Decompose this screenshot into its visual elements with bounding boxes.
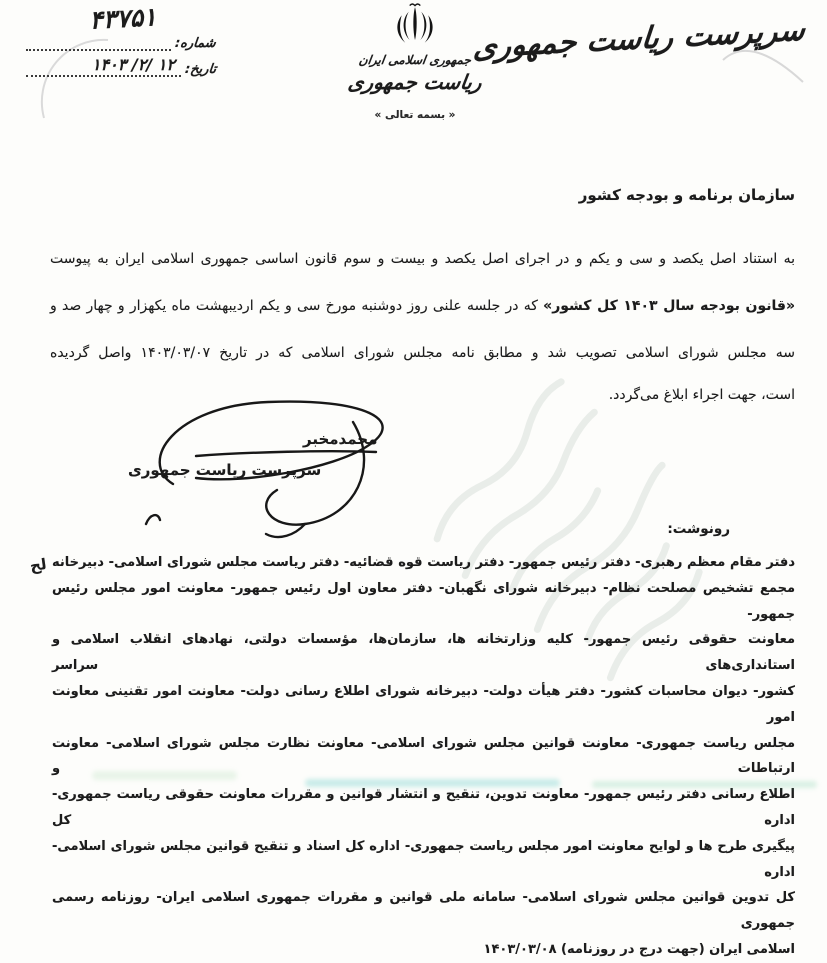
body-text: معاونت حقوقی رئیس جمهور- کلیه وزارتخانه ها، سازمان‌ها، مؤسسات دولتی، نهادهای انقلاب اسلامی و استانداری‌های سراسر xyxy=(52,632,795,674)
body-text: اطلاع رسانی دفتر رئیس جمهور- معاونت تدوین، تنقیح و انتشار قوانین و مقررات معاونت حقوقی ریاست جمهوری- اداره کل xyxy=(52,787,795,828)
body-text: مجمع تشخیص مصلحت نظام- دبیرخانه شورای نگهبان- دفتر معاون اول رئیس جمهور- معاونت امور مجلس رئیس جمهور- xyxy=(52,580,795,622)
org-name-line1: جمهوری اسلامی ایران xyxy=(357,53,473,67)
letter-number-leader-line xyxy=(26,35,171,51)
letter-number-value: ۴۳۷۵۱ xyxy=(88,2,158,35)
letter-date-leader-line xyxy=(26,55,181,77)
emphasized-text: «قانون بودجه سال ۱۴۰۳ کل کشور» xyxy=(543,298,795,314)
body-text: است، جهت اجراء ابلاغ می‌گردد. xyxy=(608,387,795,403)
body-text: سه مجلس شورای اسلامی تصویب شد و مطابق نامه مجلس شورای اسلامی که در تاریخ ۱۴۰۳/۰۳/۰۷ واصل گردیده xyxy=(50,345,796,361)
letter-date-label: تاریخ: xyxy=(184,62,217,77)
besmellah-text: « بسمه تعالی » xyxy=(374,109,456,121)
body-text: دفتر مقام معظم رهبری- دفتر رئیس جمهور- دفتر ریاست قوه قضائیه- دفتر ریاست مجلس شورای اسلامی- دبیرخانه xyxy=(52,555,795,570)
signatory-title: سرپرست ریاست جمهوری xyxy=(128,461,322,479)
body-text: که در جلسه علنی روز دوشنبه مورخ سی و یکم اردیبهشت ماه یکهزار و چهار صد و xyxy=(50,298,544,314)
text-line xyxy=(50,283,795,330)
scan-highlight-smudge xyxy=(92,771,237,780)
body-text: اسلامی ایران (جهت درج در روزنامه) ۱۴۰۳/۰۳/۰۸ xyxy=(483,941,795,957)
body-text: مجلس ریاست جمهوری- معاونت قوانین مجلس شورای اسلامی- معاونت نظارت مجلس شورای اسلامی- معاونت ارتباطات و xyxy=(52,735,795,777)
text-line xyxy=(52,782,795,834)
signatory-name: محمدمخبر xyxy=(303,430,378,448)
copies-label: رونوشت: xyxy=(667,521,730,537)
text-line xyxy=(52,885,795,937)
text-line xyxy=(52,834,795,886)
org-name-line2: ریاست جمهوری xyxy=(346,70,484,94)
text-line xyxy=(52,550,795,576)
text-line xyxy=(52,937,795,963)
letter-date-row xyxy=(26,55,217,77)
letter-number-label: شماره: xyxy=(174,36,217,51)
margin-annotation-mark: لح xyxy=(28,554,48,576)
text-line xyxy=(52,627,795,679)
scan-highlight-smudge xyxy=(592,781,817,788)
body-text: کشور- دیوان محاسبات کشور- دفتر هیأت دولت- دبیرخانه شورای اطلاع رسانی دولت- معاونت امور تقنینی معاونت امور xyxy=(52,683,795,725)
body-text: به استناد اصل یکصد و سی و یکم و در اجرای اصل یکصد و بیست و سوم قانون اساسی جمهوری اسلامی ایران به پیوست xyxy=(50,251,795,267)
copies-distribution-list xyxy=(52,550,795,963)
body-text: کل تدوین قوانین مجلس شورای اسلامی- سامانه ملی قوانین و مقررات جمهوری اسلامی ایران- روزنامه رسمی جمهوری xyxy=(52,890,795,932)
text-line xyxy=(52,679,795,731)
letter-body xyxy=(50,236,795,413)
letter-date-value: ۱۲ /۲/ ۱۴۰۳ xyxy=(91,55,175,74)
iran-national-emblem-icon xyxy=(388,2,442,48)
text-line xyxy=(50,330,795,377)
letter-number-row xyxy=(26,35,216,51)
body-text: پیگیری طرح ها و لوایح معاونت امور مجلس ریاست جمهوری- اداره کل اسناد و تنقیح قوانین مجلس شورای اسلامی- اداره xyxy=(52,838,795,880)
recipient-name: سازمان برنامه و بودجه کشور xyxy=(578,186,795,204)
reference-block xyxy=(26,4,216,77)
scan-highlight-smudge xyxy=(305,779,560,787)
text-line xyxy=(50,236,795,283)
office-title-calligraphy: سرپرست ریاست جمهوری xyxy=(471,12,807,66)
text-line xyxy=(52,576,795,628)
